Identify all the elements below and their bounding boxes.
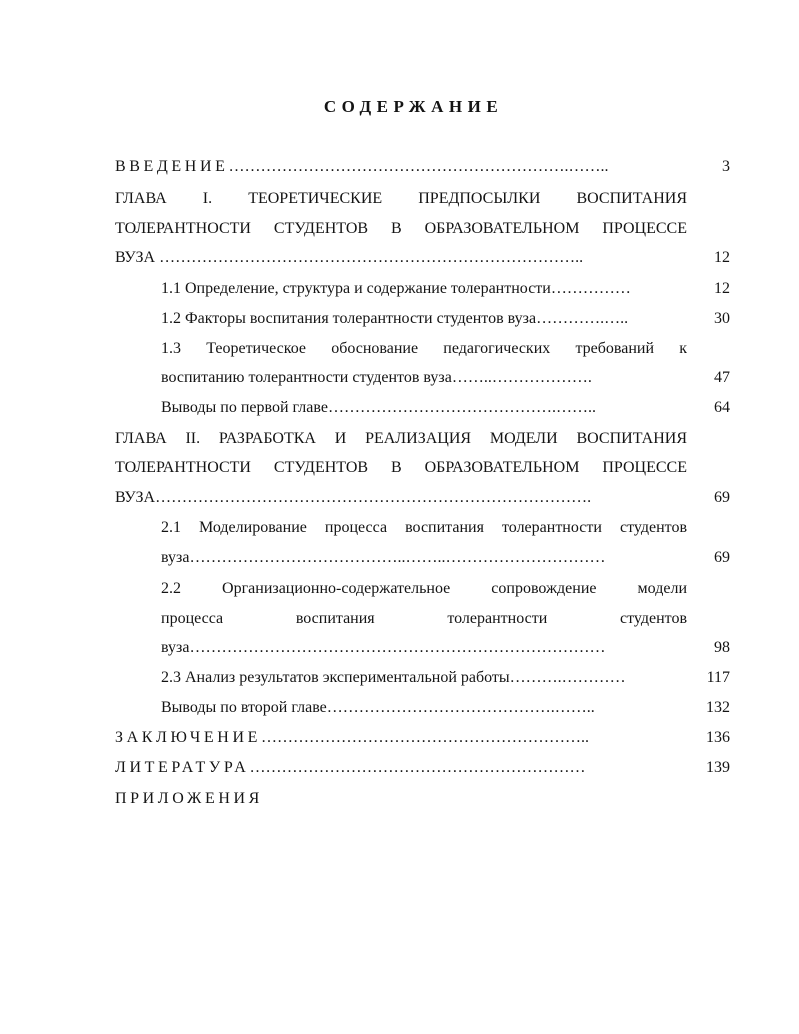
toc-section-2-2-line-2: процесса воспитания толерантности студентов bbox=[161, 610, 687, 627]
toc-chapter-1-line-1: ГЛАВА I. ТЕОРЕТИЧЕСКИЕ ПРЕДПОСЫЛКИ ВОСПИТАНИЯ bbox=[115, 190, 687, 207]
toc-leader-dots: ………………………………………………………………………. bbox=[155, 489, 592, 506]
toc-section-2-3 bbox=[161, 668, 685, 688]
toc-page-number: 136 bbox=[706, 729, 730, 746]
toc-section-1-3-line-1: 1.3 Теоретическое обоснование педагогических требований к bbox=[161, 340, 687, 357]
toc-entry-label: ВУЗА bbox=[115, 249, 156, 266]
toc-page-number: 12 bbox=[714, 249, 730, 266]
toc-entry-label: ПРИЛОЖЕНИЯ bbox=[115, 790, 263, 807]
toc-page-number: 69 bbox=[714, 489, 730, 506]
toc-entry-label: 2.3 Анализ результатов экспериментальной работы bbox=[161, 669, 510, 686]
toc-entry-literature bbox=[115, 758, 685, 778]
toc-entry-intro bbox=[115, 157, 685, 177]
toc-entry-label: ЛИТЕРАТУРА bbox=[115, 759, 250, 776]
toc-page-number: 3 bbox=[722, 158, 730, 175]
toc-page-number: 64 bbox=[714, 399, 730, 416]
toc-chapter-2-line-3 bbox=[115, 488, 685, 508]
toc-leader-dots: ……………………………………………………….…….. bbox=[228, 158, 609, 175]
toc-conclusions-chapter-2 bbox=[161, 698, 685, 718]
toc-leader-dots: …………………………………………………………………….. bbox=[159, 249, 584, 266]
toc-chapter-2-line-1: ГЛАВА II. РАЗРАБОТКА И РЕАЛИЗАЦИЯ МОДЕЛИ ВОСПИТАНИЯ bbox=[115, 430, 687, 447]
toc-leader-dots: ……..………………. bbox=[451, 369, 592, 386]
toc-chapter-2-line-2: ТОЛЕРАНТНОСТИ СТУДЕНТОВ В ОБРАЗОВАТЕЛЬНОМ ПРОЦЕССЕ bbox=[115, 459, 687, 476]
toc-entry-label: 1.1 Определение, структура и содержание толерантности bbox=[161, 280, 551, 297]
toc-entry-label: вуза bbox=[161, 639, 190, 656]
toc-section-1-3-line-2 bbox=[161, 368, 685, 388]
toc-entry-label: вуза bbox=[161, 549, 190, 566]
toc-section-2-2-line-1: 2.2 Организационно-содержательное сопровождение модели bbox=[161, 580, 687, 597]
toc-entry-label: Выводы по первой главе bbox=[161, 399, 328, 416]
toc-leader-dots: …………… bbox=[550, 280, 631, 297]
toc-leader-dots: …………………………………………………………………… bbox=[189, 639, 606, 656]
toc-page-number: 69 bbox=[714, 549, 730, 566]
toc-section-2-1-line-2 bbox=[161, 548, 685, 568]
toc-leader-dots: …………………………………………………….. bbox=[260, 729, 589, 746]
toc-section-2-1-line-1: 2.1 Моделирование процесса воспитания толерантности студентов bbox=[161, 519, 687, 536]
toc-entry-label: ЗАКЛЮЧЕНИЕ bbox=[115, 729, 261, 746]
toc-leader-dots: …………………………………….…….. bbox=[326, 699, 595, 716]
toc-page-number: 47 bbox=[714, 369, 730, 386]
toc-page-number: 98 bbox=[714, 639, 730, 656]
toc-page-number: 30 bbox=[714, 310, 730, 327]
toc-entry-label: воспитанию толерантности студентов вуза bbox=[161, 369, 452, 386]
toc-entry-label: Выводы по второй главе bbox=[161, 699, 327, 716]
toc-chapter-1-line-3 bbox=[115, 248, 685, 268]
toc-page-number: 12 bbox=[714, 280, 730, 297]
toc-leader-dots: ………….….. bbox=[536, 310, 629, 327]
toc-entry-label: 1.2 Факторы воспитания толерантности студентов вуза bbox=[161, 310, 537, 327]
toc-conclusions-chapter-1 bbox=[161, 398, 685, 418]
toc-section-1-1 bbox=[161, 279, 685, 299]
toc-leader-dots: ……………………………………………………… bbox=[249, 759, 586, 776]
toc-section-1-2 bbox=[161, 309, 685, 329]
toc-entry-conclusion bbox=[115, 728, 685, 748]
page-title: СОДЕРЖАНИЕ bbox=[323, 97, 504, 116]
toc-leader-dots: …………………………………..……..………………………… bbox=[189, 549, 606, 566]
toc-chapter-1-line-2: ТОЛЕРАНТНОСТИ СТУДЕНТОВ В ОБРАЗОВАТЕЛЬНОМ ПРОЦЕССЕ bbox=[115, 220, 687, 237]
toc-leader-dots: ……….………… bbox=[509, 669, 626, 686]
toc-entry-appendices bbox=[115, 789, 685, 809]
toc-entry-label: ВВЕДЕНИЕ bbox=[115, 158, 229, 175]
toc-page-number: 117 bbox=[706, 669, 730, 686]
toc-section-2-2-line-3 bbox=[161, 638, 685, 658]
toc-page-number: 132 bbox=[706, 699, 730, 716]
toc-page-number: 139 bbox=[706, 759, 730, 776]
toc-leader-dots: …………………………………….…….. bbox=[327, 399, 596, 416]
toc-entry-label: ВУЗА bbox=[115, 489, 156, 506]
